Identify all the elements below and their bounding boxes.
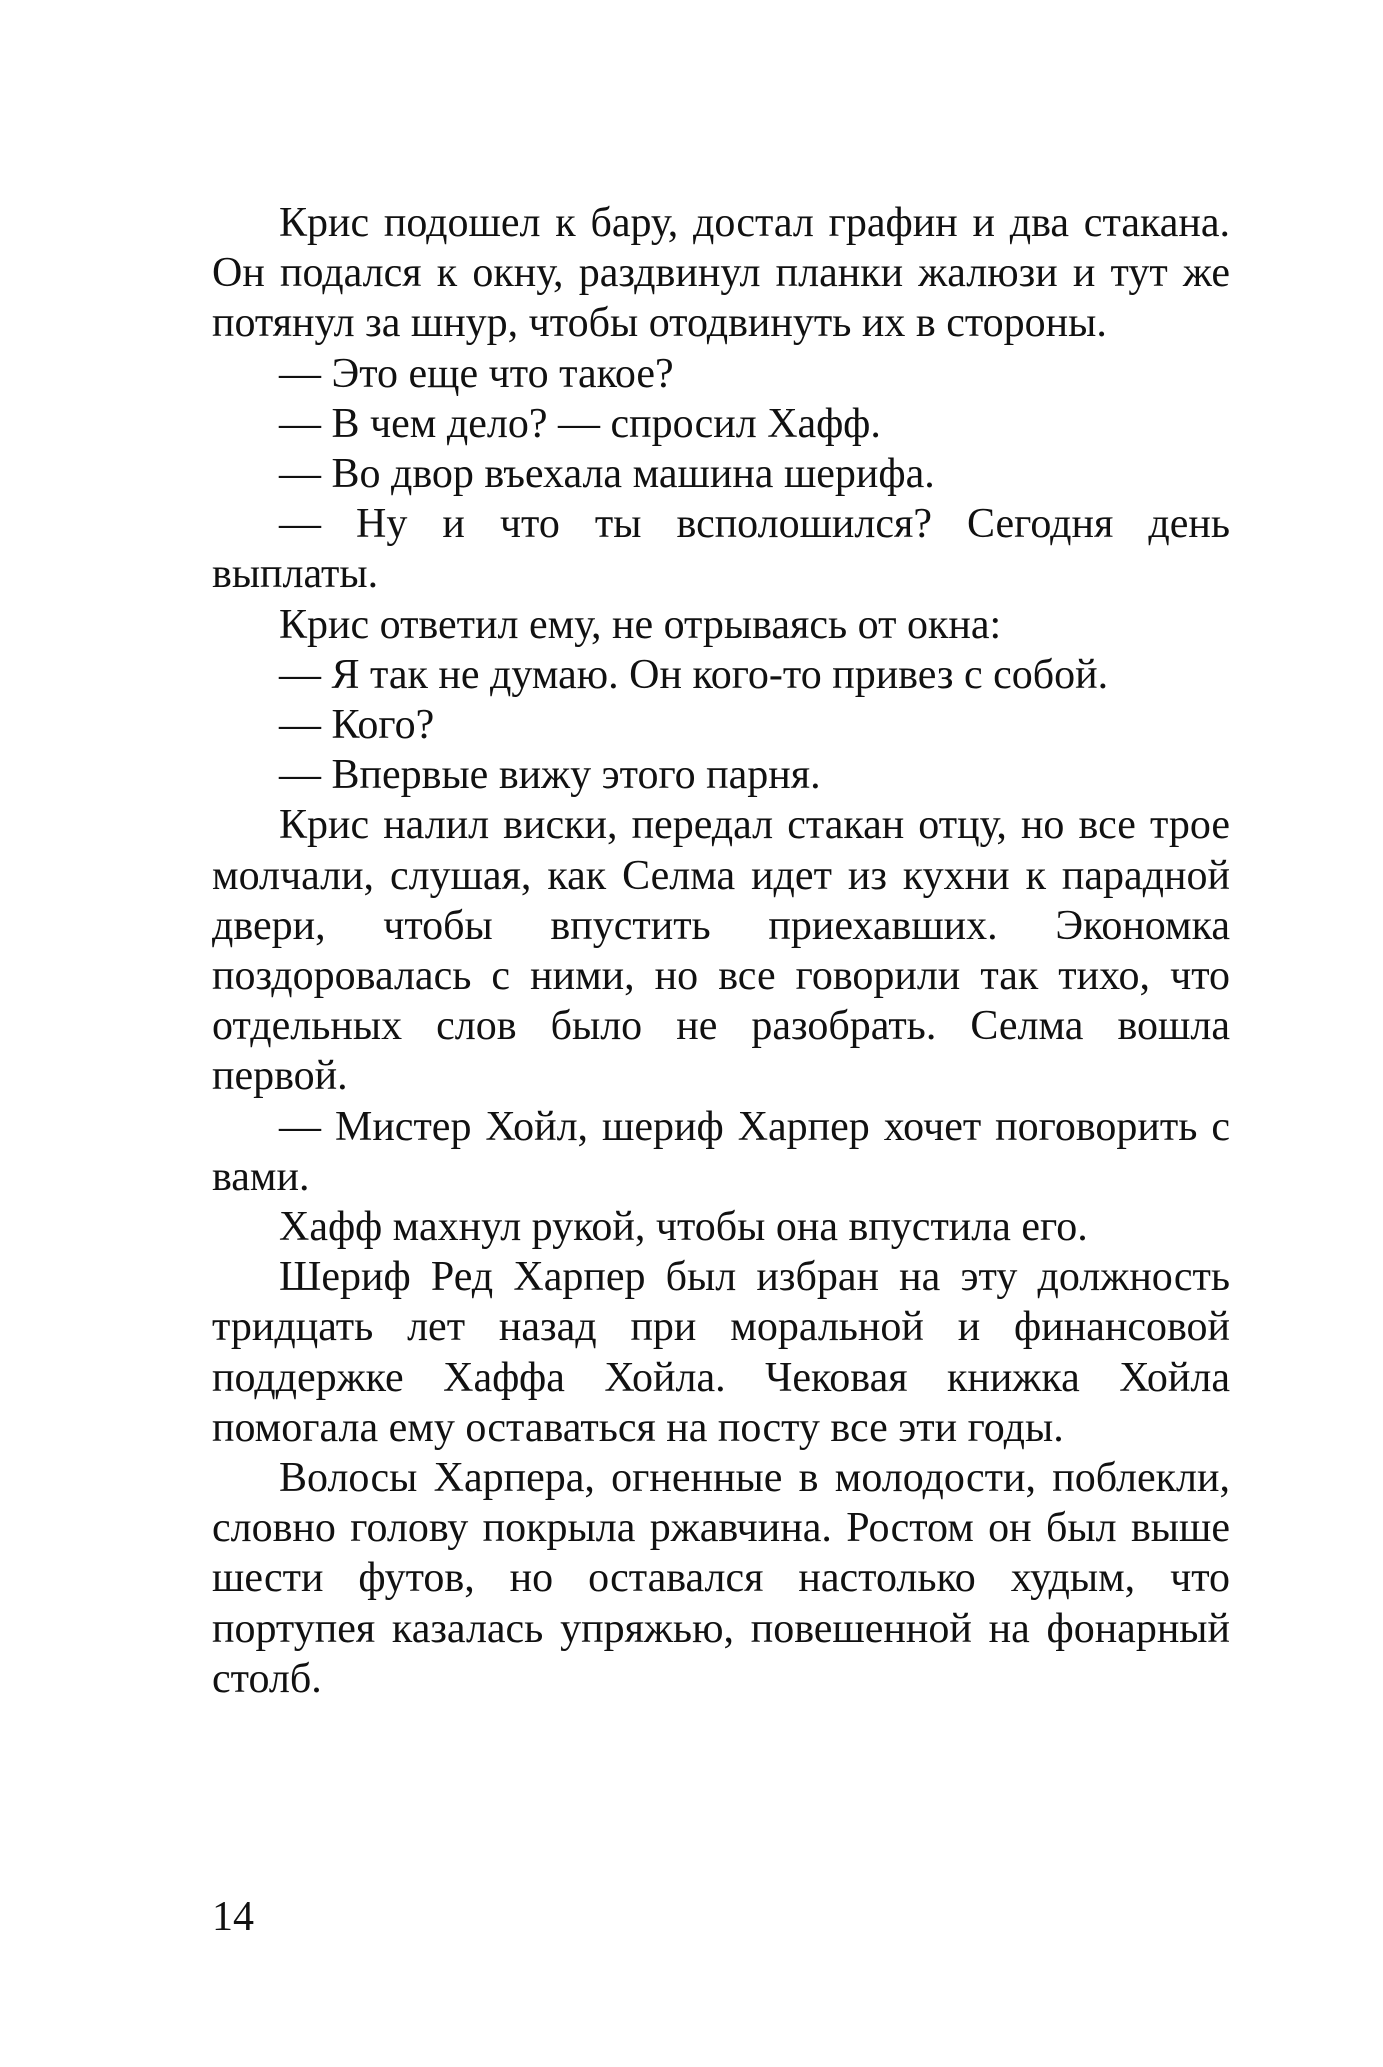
paragraph: — Кого? [279,702,435,749]
paragraph: — В чем дело? — спросил Хафф. [279,400,881,447]
paragraph: — Ну и что ты всполошился? Сегодня день выплаты. [212,501,1230,598]
paragraph: Волосы Харпера, огненные в молодости, поблекли, словно голову покрыла ржавчина. Ростом он был выше шести футов, но оставался настолько худым, что портупея казалась упряжью, повешенной на фонарный столб. [212,1455,1230,1702]
paragraph: Шериф Ред Харпер был избран на эту должность тридцать лет назад при моральной и финансовой поддержке Хаффа Хойла. Чековая книжка Хойла помогала ему оставаться на посту все эти годы. [212,1254,1230,1451]
paragraph: — Я так не думаю. Он кого-то привез с собой. [279,651,1109,698]
paragraph: Крис налил виски, передал стакан отцу, но все трое молчали, слушая, как Селма идет из кухни к парадной двери, чтобы впустить приехавших. Экономка поздоровалась с ними, но все говорили так тихо, что отдельных слов было не разобрать. Селма вошла первой. [212,802,1230,1100]
paragraph: Крис подошел к бару, достал графин и два стакана. Он подался к окну, раздвинул планки жалюзи и тут же потянул за шнур, чтобы отодвинуть их в стороны. [212,200,1230,347]
paragraph: Хафф махнул рукой, чтобы она впустила его. [279,1204,1088,1251]
body-text [212,198,1230,1704]
page-number: 14 [212,1894,254,1940]
paragraph: — Во двор въехала машина шерифа. [279,451,935,498]
paragraph: — Это еще что такое? [279,350,674,397]
paragraph: — Впервые вижу этого парня. [279,752,821,799]
paragraph: — Мистер Хойл, шериф Харпер хочет поговорить с вами. [212,1103,1230,1200]
paragraph: Крис ответил ему, не отрываясь от окна: [279,601,1002,648]
